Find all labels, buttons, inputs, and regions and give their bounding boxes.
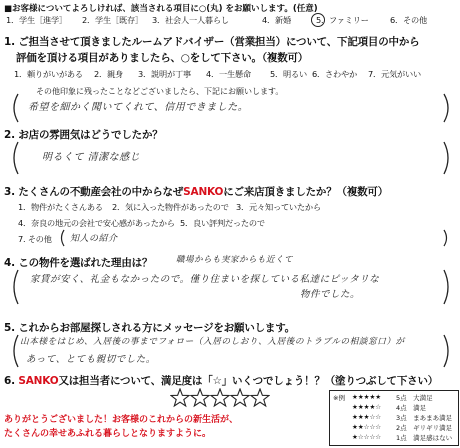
star-2[interactable] (191, 389, 209, 406)
q3-option-5[interactable]: 5．良い評判だったので (180, 218, 265, 228)
question-5-title: 5. これからお部屋探しされる方にメッセージをお願いします。 (4, 322, 295, 334)
legend-row-1-label: 1点 満足感はない (396, 434, 453, 442)
question-3-title-post: にご来店頂きましたか？（複数可） (223, 186, 389, 198)
customer-type-option-5[interactable]: 5．ファミリー (316, 15, 369, 25)
question-1-title-line-2: 評価を頂ける項目がありましたら、○をして下さい。（複数可） (16, 52, 309, 64)
question-2-title: 2. お店の雰囲気はどうでしたか？ (4, 129, 163, 141)
q1-option-2[interactable]: 2．親身 (94, 69, 123, 79)
q1-option-3[interactable]: 3．説明が丁寧 (138, 69, 191, 79)
q4-handwritten-insert[interactable]: 職場からも実家からも近くて (176, 255, 294, 265)
closing-message-line-1: ありがとうございました！お客様のこれからの新生活が、 (4, 415, 239, 425)
customer-type-option-6[interactable]: 6．その他 (390, 15, 427, 25)
q1-option-7[interactable]: 7．元気がいい (368, 69, 421, 79)
q3-option-1[interactable]: 1．物件がたくさんある (18, 202, 103, 212)
customer-type-option-3[interactable]: 3．社会人一人暮らし (152, 15, 229, 25)
legend-row-2-stars: ★★☆☆☆ (352, 423, 382, 431)
q5-handwritten-line-2[interactable]: あって、とても親切でした。 (26, 354, 156, 365)
question-3-title (4, 184, 388, 199)
star-5[interactable] (251, 389, 269, 406)
q1-other-note: その他印象に残ったことなどございましたら、下記にお願いします。 (36, 87, 284, 96)
legend-title: ※例 (333, 394, 345, 402)
q4-handwritten-line-2[interactable]: 物件でした。 (300, 289, 361, 300)
question-6-title (4, 373, 438, 388)
question-4-title: 4. この物件を選ばれた理由は？ (4, 257, 153, 269)
star-1[interactable] (171, 389, 189, 406)
sanko-brand-text-q6: SANKO (18, 375, 59, 387)
sanko-brand-text: SANKO (183, 186, 224, 198)
q2-handwritten-answer[interactable]: 明るくて 清潔な感じ (42, 152, 141, 163)
question-1-title-line-1: 1. ご担当させて頂きましたルームアドバイザー（営業担当）について、下記項目の中から (4, 36, 420, 48)
rating-legend (329, 390, 459, 446)
q1-option-4[interactable]: 4．一生懸命 (206, 69, 251, 79)
selected-option-circle (311, 13, 325, 27)
legend-row-4-stars: ★★★★☆ (352, 403, 382, 411)
q3-other-label: 7. その他 (18, 234, 52, 244)
survey-intro: ■お客様についてよろしければ、該当される項目に○(丸) をお願いします。(任意) (4, 4, 318, 14)
q1-option-5[interactable]: 5．明るい (270, 69, 307, 79)
legend-row-1-stars: ★☆☆☆☆ (352, 433, 382, 441)
legend-row-4-label: 4点 満足 (396, 404, 427, 412)
satisfaction-stars (170, 388, 270, 408)
legend-row-2-label: 2点 ギリギリ満足 (396, 424, 453, 432)
q3-option-2[interactable]: 2．気に入った物件があったので (112, 202, 229, 212)
question-3-title-pre: 3. たくさんの不動産会社の中からなぜ (4, 186, 184, 198)
legend-row-3-label: 3点 まあまあ満足 (396, 414, 453, 422)
q1-handwritten-answer[interactable]: 希望を細かく聞いてくれて、信用できました。 (28, 102, 249, 113)
customer-type-option-4[interactable]: 4．新婚 (262, 15, 291, 25)
q5-handwritten-line-1[interactable]: 山本様をはじめ、入居後の事までフォロー（入居のしおり、入居後のトラブルの相談窓口）が (20, 337, 405, 347)
question-6-title-text: 又は担当者について、満足度は「☆」いくつでしょう！？（塗りつぶして下さい） (58, 375, 439, 387)
customer-type-option-1[interactable]: 1．学生［進学］ (6, 15, 67, 25)
question-6-number: 6. (4, 375, 15, 387)
q4-handwritten-line-1[interactable]: 家賃が安く、礼金もなかったので。僅り住まいを探している私達にピッタリな (30, 274, 380, 285)
q3-option-3[interactable]: 3．元々知っていたから (236, 202, 321, 212)
star-3[interactable] (211, 389, 229, 406)
customer-type-option-2[interactable]: 2．学生［既存］ (82, 15, 143, 25)
legend-row-3-stars: ★★★☆☆ (352, 413, 382, 421)
star-4[interactable] (231, 389, 249, 406)
q1-option-1[interactable]: 1．頼りがいがある (14, 69, 83, 79)
legend-row-5-stars: ★★★★★ (352, 393, 382, 401)
closing-message-line-2: たくさんの幸せあふれる暮らしとなりますように。 (4, 429, 212, 439)
q3-option-4[interactable]: 4．奈良の地元の会社で安心感があったから (18, 218, 175, 228)
q1-option-6[interactable]: 6．さわやか (312, 69, 357, 79)
q3-handwritten-answer[interactable]: 知人の紹介 (70, 234, 118, 244)
legend-row-5-label: 5点 大満足 (396, 394, 433, 402)
